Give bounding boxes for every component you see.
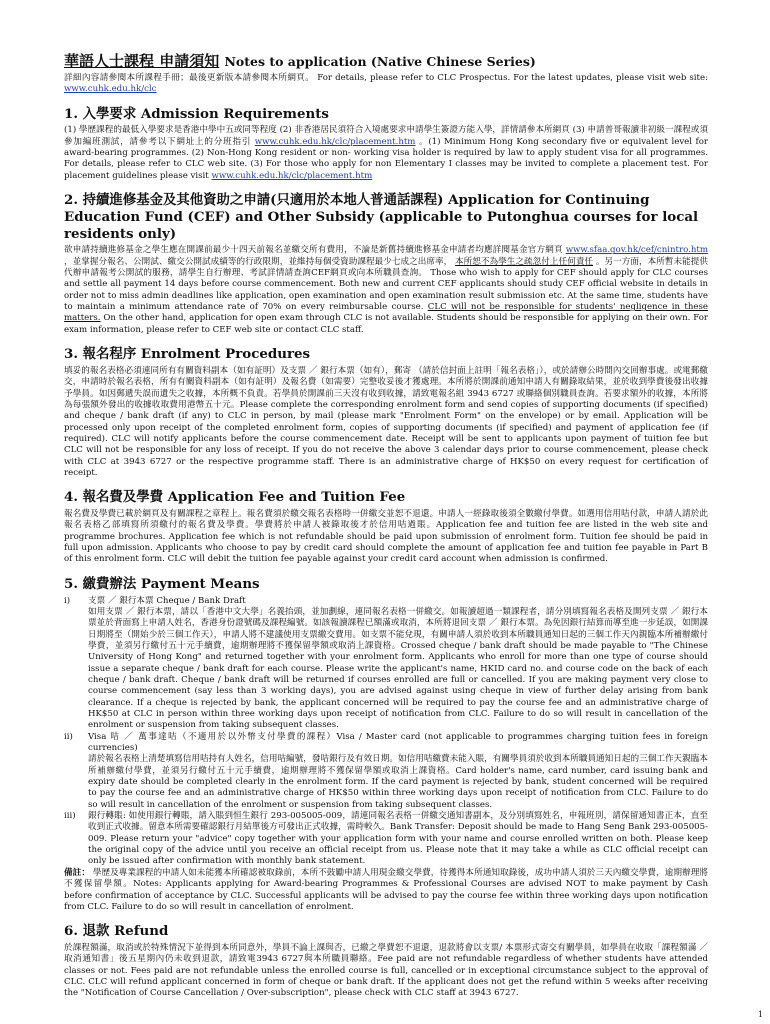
list-item (64, 811, 708, 868)
list-item (64, 596, 708, 732)
page-number: 1 (758, 1010, 764, 1019)
cef-zh-underline: 本所恕不為學生之疏忽付上任何責任 (455, 256, 594, 267)
section-heading-admission: 1. 入學要求 Admission Requirements (64, 105, 329, 122)
list-item-text: Visa 咭 ／ 萬事達咭（不適用於以外幣支付學費的課程）Visa / Master card (not applicable to programmes charging tuition fees in foreign currencies) 請於報名表格上清楚填寫信用咭持有人姓名，信用咭編號，發咭銀行及有效日期。如信用咭繳費未能入賬，有關學員須於收到本所職員通知日起的三個工作天親臨本所補辦繳付學費，並須另行繳付五十元手續費，逾期辦理將不獲保留學額或取消上課資格。Card holder's name, card number, card issuing bank and expiry date should be completed clearly in the enrolment form. If the card payment is rejected by bank, student concerned will be required to pay the course fee and an administrative charge of HK$50 within three working days upon receipt of notification from CLC. Failure to do so will result in cancellation of the enrolment or suspension from taking subsequent classes. (88, 731, 708, 810)
section-heading-cef: 2. 持續進修基金及其他資助之申請(只適用於本地人普通話課程) Application for Continuing Education Fund (CEF) and Other Subsidy (applicable to Putonghua courses for local residents only) (64, 192, 699, 242)
fees-paragraph: 報名費及學費已載於網頁及有關課程之章程上。報名費須於繳交報名表格時一併繳交並恕不退還。申請人一經錄取後須全數繳付學費。如選用信用咭付款，申請人請於此報名表格乙部填寫所須繳付的報名費及學費。學費將於申請人被錄取後才於信用咭過賬。Application fee and tuition fee are listed in the web site and programme brochures. Application fee which is not refundable should be paid upon submission of enrolment form. Tuition fee should be paid in full upon admission. Applicants who choose to pay by credit card should complete the amount of application fee and tuition fee payable in Part B of this enrolment form. CLC will debit the tuition fee payable against your credit card account when admission is confirmed. (64, 509, 708, 565)
cef-link[interactable]: www.sfaa.gov.hk/cef/cnintro.htm (565, 245, 708, 256)
section-heading-refund: 6. 退款 Refund (64, 923, 169, 940)
title-zh: 華語人士課程 申請須知 (64, 52, 220, 70)
title-en: Notes to application (Native Chinese Series) (224, 54, 536, 69)
section-heading-payment: 5. 繳費辦法 Payment Means (64, 575, 260, 592)
payment-note (64, 868, 708, 913)
section-heading-fees: 4. 報名費及學費 Application Fee and Tuition Fee (64, 489, 406, 506)
list-item (64, 732, 708, 811)
list-item-text: 支票 ／ 銀行本票 Cheque / Bank Draft 如用支票 ／ 銀行本票，請以「香港中文大學」名義抬頭，並加劃線，連同報名表格一併繳交。如報讀超過一類課程者，請分別填寫報名表格及開列支票 ／ 銀行本票並於背面寫上申請人姓名，香港身份證號碼及課程編號。如該報讀課程已額滿或取消，本所將退回支票 ／ 銀行本票。為免因銀行結算而導至進一步延誤，如開課日期將至（開始少於三個工作天），申請人將不建議使用支票繳交費用。如支票不能兌現，有關申請人須於收到本所職員通知日起的三個工作天內親臨本所補辦繳付學費，並須另行繳付五十元手續費，逾期辦理將不獲保留學額或取消上課資格。Crossed cheque / bank draft should be made payable to "The Chinese University of Hong Kong" and returned together with your enrolment form. Applicants who enroll for more than one type of course should issue a separate cheque / bank draft for each course. Please write the applicant's name, HKID card no. and course code on the back of each cheque / bank draft. Cheque / bank draft will be returned if courses enrolled are full or cancelled. If you are making payment very close to course commencement (say less than 3 working days), you are advised against using cheque in view of further delay arising from bank clearance. If a cheque is rejected by bank, the applicant concerned will be required to pay the course fee and an administrative charge of HK$50 at CLC in person within three working days upon receipt of notification from CLC. Failure to do so will result in cancellation of the enrolment or suspension from taking subsequent classes. (88, 595, 708, 731)
intro-link[interactable]: www.cuhk.edu.hk/clc (64, 84, 157, 95)
intro-zh: 詳細內容請參閱本所課程手冊；最後更新版本請參閱本所網頁。 (64, 73, 315, 83)
note-text: 學歷及專業課程的申請人如未能獲本所確認被取錄前，本所不鼓勵申請人用現金繳交學費，待獲得本所通知取錄後，成功申請人須於三天內繳交學費，逾期辦理將不獲保留學額。Notes: Applicants applying for Award-bearing Programmes & Professional Courses are advised NOT to make payment by Cash before confirmation of acceptance by CLC. Successful applicants will be advised to pay the course fee within three working days upon notification from CLC. Failure to do so will result in cancellation of enrolment. (64, 867, 708, 912)
admission-paragraph (64, 125, 708, 182)
cef-zh-3: 。另一方面，本所暫未能提供代辦申請報考公開試的服務，請學生自行辦理、考試詳情請查詢CEF網頁或向本所職員查詢。 (64, 256, 708, 279)
placement-link-1[interactable]: www.cuhk.edu.hk/clc/placement.htm (254, 136, 416, 147)
page-title (64, 52, 708, 70)
note-label: 備註： (64, 867, 90, 878)
admission-en: 。(1) Minimum Hong Kong secondary five or equivalent level for award-bearing programmes. (2) Non-Hong Kong resident or non- working visa holder is required by law to apply student visa for all programmes. For details, please refer to CLC web site. (3) For those who apply for non Elementary I classes may be invited to complete a placement test. For placement guidelines please visit (64, 136, 708, 181)
cef-en-2: On the other hand, application for open exam through CLC is not available. Students should be responsible for applying on their own. For exam information, please refer to CEF web site or contact CLC staff. (64, 313, 708, 335)
list-item-number: i) (64, 595, 71, 606)
intro-paragraph (64, 73, 708, 96)
admission-zh: (1) 學歷課程的最低入學要求是香港中學中五或同等程度 (2) 非香港居民須符合入境處要求申請學生簽證方能入學，詳情請參本所網頁 (3) 申請普哥報讀非初級一課程或須參加編班測試，請參考以下網址上的分班指引 (64, 125, 708, 147)
list-item-number: iii) (64, 811, 76, 822)
list-item-text: 銀行轉賬: 如使用銀行轉賬，請入賬到恒生銀行 293-005005-009，請連同報名表格一併繳交通知書副本，及分別填寫姓名，申報班別，請保留通知書正本，直至收到正式收據。留意本所需要確認銀行月結單後方可發出正式收據，需時較久。Bank Transfer: Deposit should be made to Hang Seng Bank 293-005005-009. Please return your "advice" copy together with your application form with your name and course enrolled written on both. Please keep the original copy of the advice until you receive an official receipt from us. Please note that it may take a while as CLC official receipt can only be issued after confirmation with monthly bank statement. (88, 811, 708, 867)
cef-en-1: Those who wish to apply for CEF should apply for CLC courses and settle all payment 14 days before course commencement. Both new and current CEF applicants should study CEF official website in details in order not to miss admin deadlines like application, open examination and open examination result submission etc. At the same time, students have to maintain a minimum attendance rate of 70% on every reimbursable course. (64, 268, 708, 313)
cef-en-underline: CLC will not be responsible for students' negligence in these matters. (64, 302, 708, 324)
cef-zh-2: ，並掌握分報名、公開試、繳交公開試成績等的行政限期，並維持每個受資助課程最少七成之出席率， (64, 256, 453, 267)
cef-paragraph (64, 245, 708, 336)
placement-link-2[interactable]: www.cuhk.edu.hk/clc/placement.htm (211, 170, 373, 181)
refund-paragraph: 於課程額滿，取消或於特殊情況下並得到本所同意外，學員不論上課與否，已繳之學費恕不退還，退款將會以支票/ 本票形式寄交有關學員，如學員在收取「課程額滿 ／ 取消通知書」後五星期內仍未收到退款，請致電3943 6727與本所職員聯絡。Fee paid are not refundable regardless of whether students have attended classes or not. Fees paid are not refundable unless the enrolled course is full, cancelled or in exceptional circumstance subject to the approval of CLC. CLC will refund applicant concerned in form of cheque or bank draft. If the applicant does not get the refund within 5 weeks after receiving the "Notification of Course Cancellation / Over-subscription", please check with CLC staff at 3943 6727. (64, 942, 708, 999)
cef-zh-1: 欲申請持續進修基金之學生應在開課前最少十四天前報名並繳交所有費用，不論是新舊持續進修基金申請者均應詳閱基金官方網頁 (64, 245, 563, 256)
payment-list (64, 596, 708, 868)
document-page (64, 52, 708, 1000)
enrolment-paragraph: 填妥的報名表格必須連同所有有關資料副本（如有証明）及支票 ／ 銀行本票（如有），郵寄 （請於信封面上註明「報名表格」），或於請辦公時間內交回辦事處。或電郵繳交，申請時於報名表格，所有有關資料副本（如有証明）及報名費（如需要）完整收妥後才獲處理。本所將於開課前通知申請人有關錄取結果，並於收到學費後發出收據予學員。如因郵遞失誤而遺失之收據，本所概不負責。若學員於開課前三天沒有收到收據，請致電報名組 3943 6727 或聯絡個別職員查詢。若要求額外的收據，本所將為每張額外發出的收據收取費用港幣五十元。Please complete the corresponding enrolment form and send copies of supporting documents (if specified) and cheque / bank draft (if any) to CLC in person, by mail (please mark "Enrolment Form" on the envelope) or by email. Application will be processed only upon receipt of the completed enrolment form, copies of supporting documents (if specified) and payment of application fee (if required). CLC will notify applicants before the course commencement date. Receipt will be sent to applicants upon payment of tuition fee but CLC will not be responsible for any loss of receipt. If you do not receive the above 3 calendar days prior to course commencement, please check with CLC at 3943 6727 or the respective programme staff. There is an administrative charge of HK$50 on every request for certification of receipt. (64, 365, 708, 478)
list-item-number: ii) (64, 731, 73, 742)
intro-en: For details, please refer to CLC Prospectus. For the latest updates, please visit web site: (317, 73, 708, 83)
section-heading-enrolment: 3. 報名程序 Enrolment Procedures (64, 346, 311, 363)
